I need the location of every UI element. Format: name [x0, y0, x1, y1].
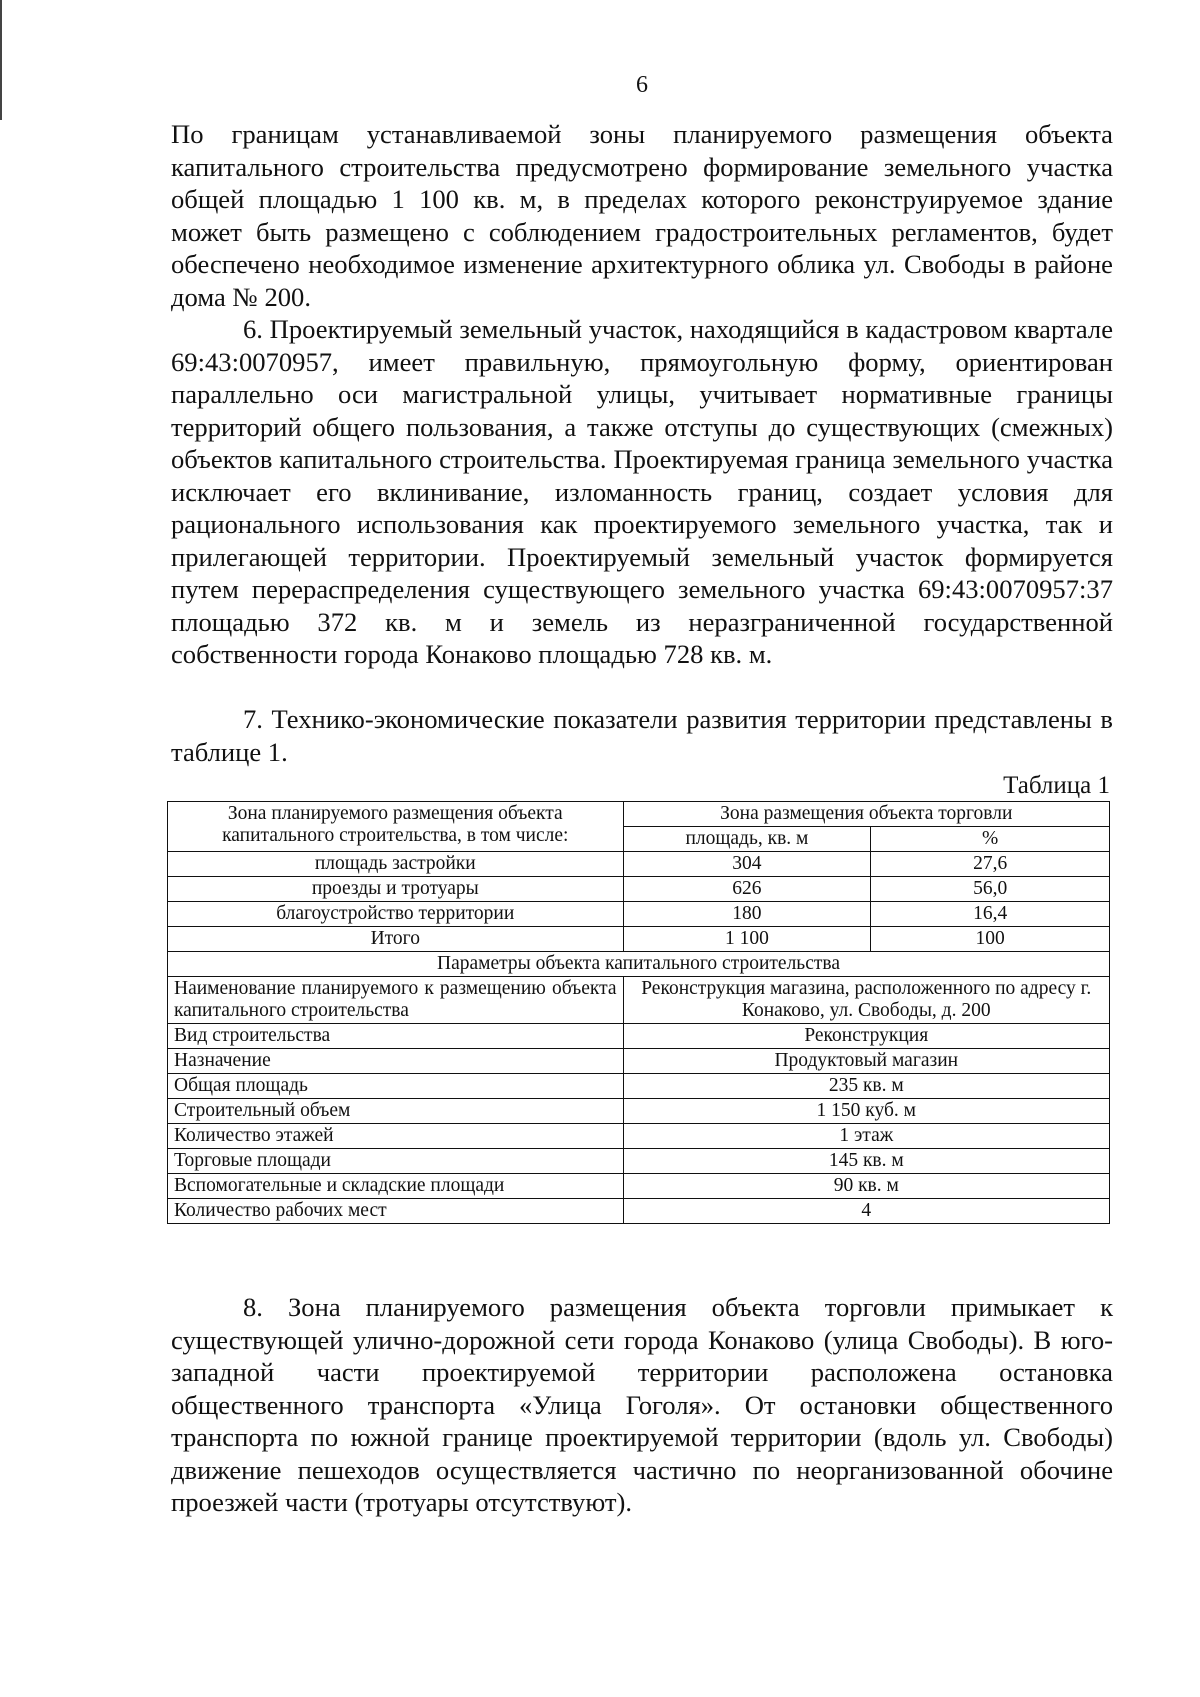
param-value-cell: 1 150 куб. м — [623, 1099, 1109, 1124]
row-pct-cell: 100 — [871, 927, 1110, 952]
param-name-cell: Количество рабочих мест — [168, 1199, 624, 1224]
row-name-cell: благоустройство территории — [168, 902, 624, 927]
param-value-cell: Реконструкция магазина, расположенного по адресу г. Конаково, ул. Свободы, д. 200 — [623, 977, 1109, 1024]
row-pct-cell: 56,0 — [871, 877, 1110, 902]
table-row — [168, 902, 1110, 927]
table-caption: Таблица 1 — [1003, 772, 1110, 799]
param-value-cell: 90 кв. м — [623, 1174, 1109, 1199]
param-row — [168, 1199, 1110, 1224]
paragraph-item-7: 7. Технико-экономические показатели развития территории представлены в таблице 1. — [171, 704, 1113, 767]
row-name-cell: площадь застройки — [168, 852, 624, 877]
param-name-cell: Назначение — [168, 1049, 624, 1074]
param-name-cell: Вспомогательные и складские площади — [168, 1174, 624, 1199]
header-pct-cell: % — [871, 827, 1110, 852]
param-name-cell: Вид строительства — [168, 1024, 624, 1049]
param-value-cell: 235 кв. м — [623, 1074, 1109, 1099]
row-area-cell: 180 — [623, 902, 871, 927]
param-row — [168, 1124, 1110, 1149]
param-value-cell: 4 — [623, 1199, 1109, 1224]
param-name-cell: Количество этажей — [168, 1124, 624, 1149]
params-title-cell: Параметры объекта капитального строительства — [168, 952, 1110, 977]
param-value-cell: Продуктовый магазин — [623, 1049, 1109, 1074]
header-area-cell: площадь, кв. м — [623, 827, 871, 852]
row-name-cell: Итого — [168, 927, 624, 952]
param-row — [168, 1149, 1110, 1174]
param-value-cell: 145 кв. м — [623, 1149, 1109, 1174]
param-row — [168, 1049, 1110, 1074]
row-pct-cell: 16,4 — [871, 902, 1110, 927]
param-name-cell: Торговые площади — [168, 1149, 624, 1174]
row-area-cell: 304 — [623, 852, 871, 877]
param-row — [168, 1099, 1110, 1124]
header-group-cell: Зона размещения объекта торговли — [623, 802, 1109, 827]
param-row — [168, 1024, 1110, 1049]
param-name-cell: Строительный объем — [168, 1099, 624, 1124]
row-area-cell: 1 100 — [623, 927, 871, 952]
table-header-row — [168, 802, 1110, 827]
param-row — [168, 977, 1110, 1024]
header-zone-cell: Зона планируемого размещения объекта капитального строительства, в том числе: — [168, 802, 624, 852]
param-name-cell: Наименование планируемого к размещению объекта капитального строительства — [168, 977, 624, 1024]
paragraph-intro: По границам устанавливаемой зоны планируемого размещения объекта капитального строительства предусмотрено формирование земельного участка общей площадью 1 100 кв. м, в пределах которого реконструируемое здание может быть размещено с соблюдением градостроительных регламентов, будет обеспечено необходимое изменение архитектурного облика ул. Свободы в районе дома № 200. — [171, 119, 1113, 312]
paragraph-item-8: 8. Зона планируемого размещения объекта торговли примыкает к существующей улично-дорожной сети города Конаково (улица Свободы). В юго-западной части проектируемой территории расположена остановка общественного транспорта «Улица Гоголя». От остановки общественного транспорта по южной границе проектируемой территории (вдоль ул. Свободы) движение пешеходов осуществляется частично по неорганизованной обочине проезжей части (тротуары отсутствуют). — [171, 1292, 1113, 1517]
indicators-table — [167, 801, 1110, 1224]
param-row — [168, 1174, 1110, 1199]
row-name-cell: проезды и тротуары — [168, 877, 624, 902]
param-value-cell: 1 этаж — [623, 1124, 1109, 1149]
param-value-cell: Реконструкция — [623, 1024, 1109, 1049]
margin-mark — [0, 0, 2, 120]
table-row-total — [168, 927, 1110, 952]
paragraph-item-6: 6. Проектируемый земельный участок, находящийся в кадастровом квартале 69:43:0070957, имеет правильную, прямоугольную форму, ориентирован параллельно оси магистральной улицы, учитывает нормативные границы территорий общего пользования, а также отступы до существующих (смежных) объектов капитального строительства. Проектируемая граница земельного участка исключает его вклинивание, изломанность границ, создает условия для рационального использования как проектируемого земельного участка, так и прилегающей территории. Проектируемый земельный участок формируется путем перераспределения существующего земельного участка 69:43:0070957:37 площадью 372 кв. м и земель из неразграниченной государственной собственности города Конаково площадью 728 кв. м. — [171, 314, 1113, 669]
row-pct-cell: 27,6 — [871, 852, 1110, 877]
table-row — [168, 877, 1110, 902]
param-row — [168, 1074, 1110, 1099]
param-name-cell: Общая площадь — [168, 1074, 624, 1099]
row-area-cell: 626 — [623, 877, 871, 902]
table-row — [168, 852, 1110, 877]
page-number: 6 — [636, 72, 648, 98]
params-title-row — [168, 952, 1110, 977]
